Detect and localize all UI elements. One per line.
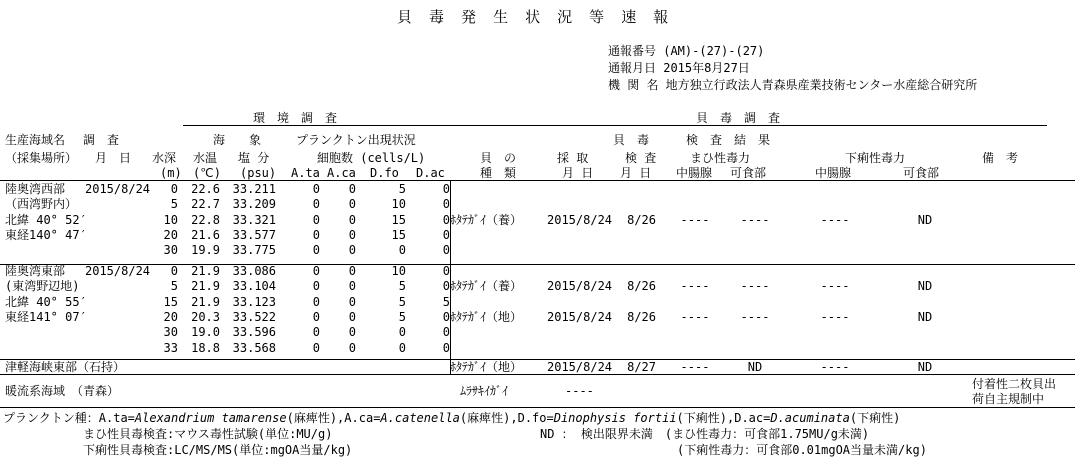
plankton-header: プランクトン出現状況 (296, 133, 416, 147)
cell-dac: 0 (442, 325, 450, 340)
cell-dg: ---- (820, 309, 850, 324)
shell-kind-header-2: 種 類 (480, 166, 517, 180)
psp-header: まひ性毒力 (690, 151, 751, 165)
cell-pg: ---- (680, 309, 710, 324)
cell-dac: 0 (442, 182, 450, 196)
area-label: 陸奥湾西部 (5, 182, 66, 196)
cell-dac: 0 (442, 264, 450, 278)
cell-s: 33.104 (232, 279, 276, 294)
danryu-shell-kind: ﾑﾗｻｷｲｶﾞｲ (460, 384, 509, 398)
ata-header: A.ta (291, 166, 320, 180)
cell-shell: ﾎﾀﾃｶﾞｲ（養） (450, 279, 523, 294)
cell-ata: 0 (312, 212, 320, 227)
cell-t: 20.3 (191, 309, 220, 324)
cell-d: 0 (170, 264, 178, 278)
cell-d: 30 (163, 325, 178, 340)
cell-d: 5 (170, 279, 178, 294)
cell-ata: 0 (312, 264, 320, 278)
cell-d: 5 (170, 197, 178, 212)
temp-unit: (℃) (193, 166, 221, 180)
cell-d: 33 (163, 340, 178, 355)
cell-dac: 0 (442, 212, 450, 227)
psp-test-footnote: まひ性貝毒検査:マウス毒性試験(単位:MU/g) (83, 427, 333, 441)
cell-s: 33.209 (232, 197, 276, 212)
cell-t: 22.7 (191, 197, 220, 212)
cell-col: 2015/8/24 (547, 212, 613, 227)
cell-dg: ---- (820, 212, 850, 227)
cell-t: 19.9 (191, 243, 220, 258)
exam-header-2: 月 日 (620, 166, 652, 180)
cell-dac: 0 (442, 243, 450, 258)
cell-dac: 0 (442, 197, 450, 212)
remarks-header: 備 考 (982, 151, 1019, 165)
column-divider (450, 180, 451, 374)
area-label: 東経140° 47′ (5, 227, 87, 242)
cell-s: 33.321 (232, 212, 276, 227)
tsugaru-dsp-edible: ND (917, 360, 933, 374)
cell-dfo: 15 (391, 227, 406, 242)
cell-dac: 0 (442, 279, 450, 294)
cell-aca: 0 (348, 227, 356, 242)
tsugaru-area-label: 津軽海峡東部（石持） (5, 360, 126, 374)
tsugaru-shell-kind: ﾎﾀﾃｶﾞｲ（地） (450, 360, 523, 374)
cell-dac: 0 (442, 309, 450, 324)
cell-exm: 8/26 (627, 279, 656, 294)
cell-col: 2015/8/24 (547, 279, 613, 294)
dac-header: D.ac (416, 166, 445, 180)
exam-result-header: 検 査 結 果 (686, 133, 771, 147)
cell-s: 33.568 (232, 340, 276, 355)
salinity-unit: (psu) (240, 166, 277, 180)
cell-dfo: 15 (391, 212, 406, 227)
cell-s: 33.522 (232, 309, 276, 324)
area-name-header: 生産海域名 (5, 133, 66, 147)
area-label: 北緯 40° 55′ (5, 294, 87, 309)
dfo-header: D.fo (370, 166, 399, 180)
cell-aca: 0 (348, 325, 356, 340)
cell-d: 30 (163, 243, 178, 258)
cell-t: 18.8 (191, 340, 220, 355)
cell-de: ND (917, 212, 933, 227)
danryu-collect-date: ---- (565, 384, 594, 398)
cell-shell: ﾎﾀﾃｶﾞｲ（地） (450, 309, 523, 324)
danryu-remark-2: 荷自主規制中 (972, 392, 1045, 406)
cell-aca: 0 (348, 197, 356, 212)
cell-aca: 0 (348, 264, 356, 278)
survey-header: 調 査 (83, 133, 120, 147)
water-temp-header: 水温 (193, 151, 218, 165)
shellfish-header: 貝 毒 (613, 133, 650, 147)
exam-header: 検 査 (625, 151, 657, 165)
cell-aca: 0 (348, 182, 356, 196)
cell-ata: 0 (312, 309, 320, 324)
cell-t: 21.9 (191, 294, 220, 309)
psp-edible-header: 可食部 (730, 166, 767, 180)
cell-aca: 0 (348, 279, 356, 294)
cell-d: 20 (163, 309, 178, 324)
cell-d: 0 (170, 182, 178, 196)
cell-ata: 0 (312, 294, 320, 309)
cell-s: 33.577 (232, 227, 276, 242)
cell-s: 33.775 (232, 243, 276, 258)
cell-pe: ---- (740, 212, 770, 227)
dsp-limit-footnote: (下痢性毒力：可食部0.01mgOA当量未満/kg) (677, 443, 927, 457)
cell-s: 33.123 (232, 294, 276, 309)
cell-de: ND (917, 279, 933, 294)
cell-ata: 0 (312, 182, 320, 196)
psp-gut-header: 中腸腺 (676, 166, 713, 180)
cell-aca: 0 (348, 340, 356, 355)
table-bottom-rule (0, 407, 1075, 408)
survey-date: 2015/8/24 (85, 264, 151, 278)
cell-dfo: 10 (391, 264, 406, 278)
tsugaru-psp-edible: ND (747, 360, 763, 374)
shell-kind-header: 貝 の (480, 151, 517, 165)
danryu-area-label: 暖流系海域 （青森） (5, 384, 120, 398)
area-sub-header: （採集場所） (5, 151, 78, 165)
header-bottom-rule (0, 180, 1075, 181)
cell-dac: 0 (442, 340, 450, 355)
page-title: 貝 毒 発 生 状 況 等 速 報 (397, 8, 673, 26)
cell-t: 21.9 (191, 264, 220, 278)
survey-date: 2015/8/24 (85, 182, 151, 196)
cell-exm: 8/26 (627, 212, 656, 227)
cell-dfo: 0 (398, 325, 406, 340)
cell-s: 33.086 (232, 264, 276, 278)
cell-t: 22.6 (191, 182, 220, 196)
report-institution: 機 関 名 地方独立行政法人青森県産業技術センター水産総合研究所 (608, 78, 978, 92)
tsugaru-dsp-gut: ---- (820, 360, 850, 374)
cell-de: ND (917, 309, 933, 324)
report-number: 通報番号 (AM)-(27)-(27) (608, 44, 765, 58)
area-label: 陸奥湾東部 (5, 264, 66, 278)
dsp-gut-header: 中腸腺 (815, 166, 852, 180)
cell-t: 19.0 (191, 325, 220, 340)
collect-header: 採 取 (557, 151, 589, 165)
cell-dfo: 10 (391, 197, 406, 212)
nd-footnote: ND ： 検出限界未満 (まひ性毒力：可食部1.75MU/g未満) (540, 427, 870, 441)
dsp-test-footnote: 下痢性貝毒検査:LC/MS/MS(単位:mgOA当量/kg) (83, 443, 353, 457)
cell-dfo: 0 (398, 340, 406, 355)
cell-aca: 0 (348, 294, 356, 309)
cell-dac: 0 (442, 227, 450, 242)
header-top-rule (183, 125, 1047, 126)
cell-s: 33.211 (232, 182, 276, 196)
cell-ata: 0 (312, 325, 320, 340)
cell-ata: 0 (312, 340, 320, 355)
area-label: 東経141° 07′ (5, 309, 87, 324)
cell-exm: 8/26 (627, 309, 656, 324)
cell-pg: ---- (680, 279, 710, 294)
danryu-remark-1: 付着性二枚貝出 (972, 377, 1057, 391)
cell-d: 15 (163, 294, 178, 309)
cell-shell: ﾎﾀﾃｶﾞｲ（養） (450, 212, 523, 227)
cell-dfo: 5 (398, 309, 406, 324)
cell-dfo: 5 (398, 279, 406, 294)
cell-dfo: 5 (398, 294, 406, 309)
env-survey-header: 環 境 調 査 (253, 111, 338, 125)
cell-pe: ---- (740, 279, 770, 294)
cell-aca: 0 (348, 309, 356, 324)
dsp-header: 下痢性毒力 (845, 151, 906, 165)
aca-header: A.ca (327, 166, 356, 180)
cell-col: 2015/8/24 (547, 309, 613, 324)
cell-ata: 0 (312, 279, 320, 294)
cell-t: 21.6 (191, 227, 220, 242)
shellfish-survey-header: 貝 毒 調 査 (696, 111, 781, 125)
report-date: 通報月日 2015年8月27日 (608, 61, 750, 75)
cell-s: 33.596 (232, 325, 276, 340)
area-label: 北緯 40° 52′ (5, 212, 87, 227)
cell-d: 20 (163, 227, 178, 242)
tsugaru-collect-date: 2015/8/24 (547, 360, 613, 374)
sea-header: 海 象 (213, 133, 262, 147)
depth-header: 水深 (152, 151, 177, 165)
depth-unit: (m) (160, 166, 182, 180)
cell-ata: 0 (312, 227, 320, 242)
cell-dfo: 0 (398, 243, 406, 258)
cells-header: 細胞数 (cells/L) (317, 151, 426, 165)
tsugaru-psp-gut: ---- (680, 360, 710, 374)
cell-t: 21.9 (191, 279, 220, 294)
cell-pg: ---- (680, 212, 710, 227)
tsugaru-exam-date: 8/27 (627, 360, 656, 374)
cell-dfo: 5 (398, 182, 406, 196)
cell-aca: 0 (348, 212, 356, 227)
area-label: (東湾野辺地) (5, 279, 80, 294)
collect-header-2: 月 日 (562, 166, 594, 180)
cell-pe: ---- (740, 309, 770, 324)
cell-aca: 0 (348, 243, 356, 258)
area-label: （西湾野内） (5, 197, 78, 212)
group-divider-rule (0, 374, 1075, 375)
cell-d: 10 (163, 212, 178, 227)
cell-ata: 0 (312, 197, 320, 212)
dsp-edible-header: 可食部 (903, 166, 940, 180)
cell-dac: 5 (442, 294, 450, 309)
cell-ata: 0 (312, 243, 320, 258)
cell-t: 22.8 (191, 212, 220, 227)
month-day-header: 月 日 (95, 151, 132, 165)
cell-dg: ---- (820, 279, 850, 294)
salinity-header: 塩 分 (238, 151, 270, 165)
plankton-footnote: プランクトン種：A.ta=Alexandrium tamarense(麻痺性),A.ca=A.catenella(麻痺性),D.fo=Dinophysis fortii(下痢性),D.ac=D.acuminata(下痢性) (3, 411, 901, 425)
